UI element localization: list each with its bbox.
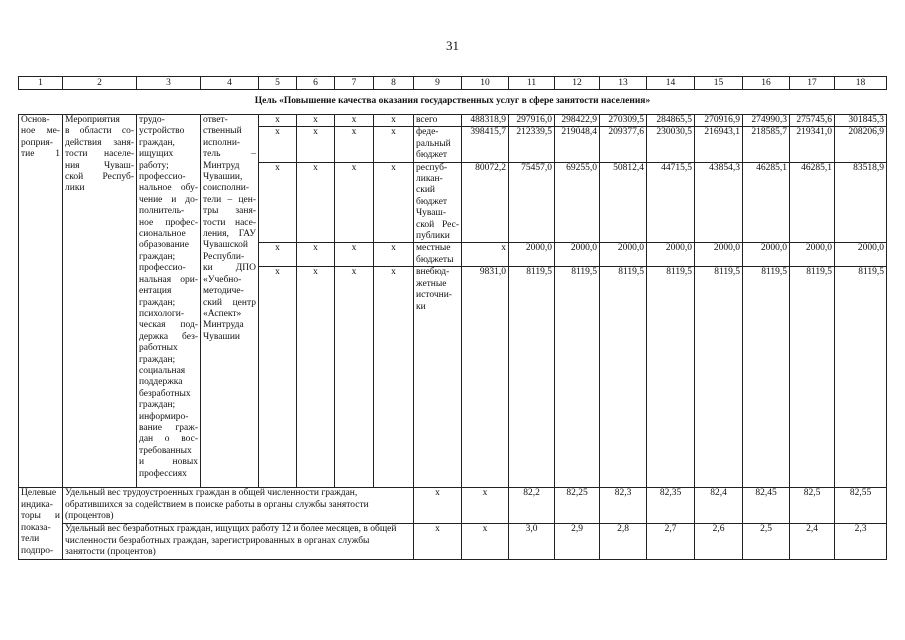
column-number-16: 16 [743, 77, 790, 90]
mark-cell: х [335, 162, 374, 243]
column-number-11: 11 [509, 77, 555, 90]
indicator-value: 82,25 [555, 488, 600, 524]
column-number-12: 12 [555, 77, 600, 90]
indicator-value: 2,9 [555, 524, 600, 560]
page-number: 31 [446, 38, 459, 53]
finance-value: 297916,0 [509, 115, 555, 127]
finance-value: 43854,3 [695, 162, 743, 243]
column-number-3: 3 [137, 77, 201, 90]
finance-value: 219048,4 [555, 127, 600, 162]
finance-value: 2000,0 [743, 243, 790, 267]
finance-source: респуб- ликан- ский бюджет Чуваш- ской Рес- публики [414, 162, 462, 243]
finance-value: 275745,6 [790, 115, 835, 127]
mark-cell: х [297, 267, 335, 488]
column-number-6: 6 [297, 77, 335, 90]
finance-value: 8119,5 [835, 267, 887, 488]
column-number-10: 10 [462, 77, 509, 90]
column-number-5: 5 [259, 77, 297, 90]
finance-source: феде- ральный бюджет [414, 127, 462, 162]
indicator-value: 82,45 [743, 488, 790, 524]
mark-cell: х [259, 127, 297, 162]
indicator-value: 82,2 [509, 488, 555, 524]
column-number-4: 4 [201, 77, 259, 90]
finance-source: внебюд- жетные источни- ки [414, 267, 462, 488]
mark-cell: х [374, 127, 414, 162]
finance-source: всего [414, 115, 462, 127]
finance-value: 270309,5 [600, 115, 647, 127]
finance-value: 209377,6 [600, 127, 647, 162]
finance-value: 2000,0 [555, 243, 600, 267]
column-number-14: 14 [647, 77, 695, 90]
finance-value: 301845,3 [835, 115, 887, 127]
column-number-18: 18 [835, 77, 887, 90]
mark-cell: х [335, 115, 374, 127]
mark-cell: х [374, 115, 414, 127]
finance-value: 2000,0 [790, 243, 835, 267]
column-number-7: 7 [335, 77, 374, 90]
event-executors: ответ- ственный исполни- тель – Минтруд Чувашии, соисполни- тели – цен- тры заня- тости насе- ления, ГАУ Чувашской Республи- ки ДПО «Учебно- методиче- ский центр «Аспект» Минтруда Чувашии [201, 115, 259, 488]
goal-row [19, 90, 887, 115]
indicator-value: 82,3 [600, 488, 647, 524]
indicator-value: 2,4 [790, 524, 835, 560]
indicator-row [19, 524, 887, 560]
mark-cell: х [335, 243, 374, 267]
mark-cell: х [297, 243, 335, 267]
finance-value: 219341,0 [790, 127, 835, 162]
finance-value: 80072,2 [462, 162, 509, 243]
finance-value: 398415,7 [462, 127, 509, 162]
indicator-mark: х [462, 524, 509, 560]
indicator-value: 2,8 [600, 524, 647, 560]
finance-value: х [462, 243, 509, 267]
program-table [18, 76, 887, 560]
indicator-mark: х [462, 488, 509, 524]
finance-value: 9831,0 [462, 267, 509, 488]
finance-value: 46285,1 [743, 162, 790, 243]
mark-cell: х [335, 127, 374, 162]
mark-cell: х [297, 115, 335, 127]
goal-title: Цель «Повышение качества оказания государственных услуг в сфере занятости населения» [19, 90, 887, 115]
finance-value: 270916,9 [695, 115, 743, 127]
indicator-text: Удельный вес безработных граждан, ищущих работу 12 и более месяцев, в общей численности безработных граждан, зарегистрированных в органах службы занятости (процентов) [63, 524, 414, 560]
finance-value: 75457,0 [509, 162, 555, 243]
finance-value: 8119,5 [600, 267, 647, 488]
column-number-9: 9 [414, 77, 462, 90]
finance-value: 8119,5 [647, 267, 695, 488]
finance-value: 50812,4 [600, 162, 647, 243]
finance-value: 8119,5 [509, 267, 555, 488]
indicator-mark: х [414, 524, 462, 560]
indicator-row [19, 488, 887, 524]
event-code: Основ- ное ме- роприя- тие 1 [19, 115, 63, 488]
indicators-label: Целевые индика- торы и показа- тели подпро- [19, 488, 63, 560]
finance-value: 298422,9 [555, 115, 600, 127]
column-number-2: 2 [63, 77, 137, 90]
mark-cell: х [374, 162, 414, 243]
finance-value: 218585,7 [743, 127, 790, 162]
finance-row [19, 115, 887, 127]
mark-cell: х [374, 267, 414, 488]
indicator-value: 82,55 [835, 488, 887, 524]
finance-value: 8119,5 [695, 267, 743, 488]
column-number-row [19, 77, 887, 90]
finance-value: 44715,5 [647, 162, 695, 243]
finance-value: 8119,5 [790, 267, 835, 488]
indicator-value: 3,0 [509, 524, 555, 560]
event-name: Мероприятия в области со- действия заня- тости населе- ния Чуваш- ской Респуб- лики [63, 115, 137, 488]
finance-value: 230030,5 [647, 127, 695, 162]
mark-cell: х [335, 267, 374, 488]
finance-value: 216943,1 [695, 127, 743, 162]
finance-source: местные бюджеты [414, 243, 462, 267]
mark-cell: х [297, 127, 335, 162]
indicator-mark: х [414, 488, 462, 524]
column-number-8: 8 [374, 77, 414, 90]
finance-value: 488318,9 [462, 115, 509, 127]
finance-value: 2000,0 [695, 243, 743, 267]
mark-cell: х [259, 162, 297, 243]
finance-value: 2000,0 [647, 243, 695, 267]
indicator-value: 82,5 [790, 488, 835, 524]
finance-value: 274990,3 [743, 115, 790, 127]
finance-value: 83518,9 [835, 162, 887, 243]
mark-cell: х [297, 162, 335, 243]
indicator-value: 2,7 [647, 524, 695, 560]
finance-value: 2000,0 [600, 243, 647, 267]
indicator-value: 2,6 [695, 524, 743, 560]
indicator-value: 2,5 [743, 524, 790, 560]
column-number-17: 17 [790, 77, 835, 90]
finance-value: 69255,0 [555, 162, 600, 243]
indicator-value: 2,3 [835, 524, 887, 560]
column-number-13: 13 [600, 77, 647, 90]
indicator-text: Удельный вес трудоустроенных граждан в общей численности граждан, обратившихся за содействием в поиске работы в органы службы занятости (процентов) [63, 488, 414, 524]
mark-cell: х [374, 243, 414, 267]
finance-value: 212339,5 [509, 127, 555, 162]
finance-value: 208206,9 [835, 127, 887, 162]
finance-value: 46285,1 [790, 162, 835, 243]
finance-value: 2000,0 [509, 243, 555, 267]
finance-value: 2000,0 [835, 243, 887, 267]
finance-value: 8119,5 [555, 267, 600, 488]
event-tasks: трудо- устройство граждан, ищущих работу; профессио- нальное обу- чение и до- полнитель- ное профес- сиональное образование граждан; профессио- нальная ори- ентация граждан; психологи- ческая под- держка без- работных граждан; социальная поддержка безработных граждан; информиро- вание граж- дан о вос- требованных и новых профессиях [137, 115, 201, 488]
column-number-1: 1 [19, 77, 63, 90]
mark-cell: х [259, 267, 297, 488]
indicator-value: 82,35 [647, 488, 695, 524]
mark-cell: х [259, 115, 297, 127]
finance-value: 8119,5 [743, 267, 790, 488]
indicator-value: 82,4 [695, 488, 743, 524]
finance-value: 284865,5 [647, 115, 695, 127]
column-number-15: 15 [695, 77, 743, 90]
mark-cell: х [259, 243, 297, 267]
